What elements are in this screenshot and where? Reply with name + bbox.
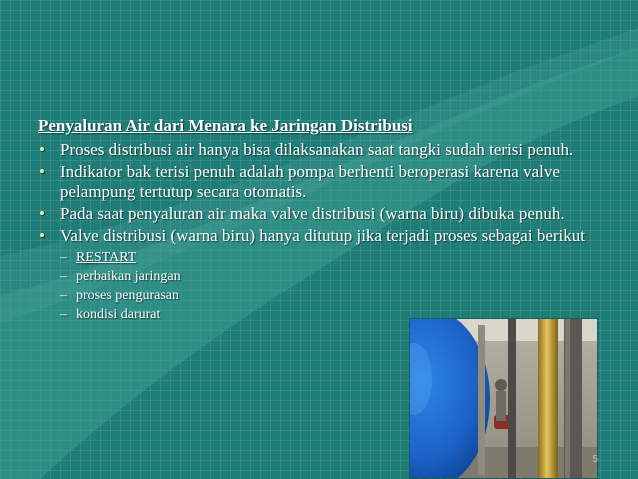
valve-photo <box>409 318 598 479</box>
dash-icon: – <box>60 250 67 265</box>
bullet-item <box>36 140 596 160</box>
slide-content <box>36 116 596 326</box>
bullet-item <box>36 204 596 224</box>
sub-item-label: perbaikan jaringan <box>76 269 181 284</box>
bullet-icon: • <box>39 226 45 245</box>
bullet-text: Indikator bak terisi penuh adalah pompa berhenti beroperasi karena valve pelampung tertutup secara otomatis. <box>60 162 560 201</box>
sub-item-pengurasan <box>60 286 596 305</box>
bullet-icon: • <box>39 140 45 159</box>
bullet-item <box>36 162 596 202</box>
sub-item-restart <box>60 248 596 267</box>
slide-heading: Penyaluran Air dari Menara ke Jaringan Distribusi <box>38 116 413 135</box>
sub-item-label: proses pengurasan <box>76 288 180 303</box>
sub-item-perbaikan <box>60 267 596 286</box>
bullet-item <box>36 226 596 324</box>
bullet-text: Proses distribusi air hanya bisa dilaksanakan saat tangki sudah terisi penuh. <box>60 140 574 159</box>
bullet-icon: • <box>39 204 45 223</box>
dash-icon: – <box>60 269 67 284</box>
slide-number: 5 <box>592 454 598 465</box>
sub-item-label: kondisi darurat <box>76 307 161 322</box>
sub-bullet-list <box>60 248 596 324</box>
bullet-list <box>36 140 596 324</box>
dash-icon: – <box>60 307 67 322</box>
sub-item-label: RESTART <box>76 250 137 265</box>
valve-photo-illustration <box>410 319 597 478</box>
bullet-text: Valve distribusi (warna biru) hanya ditutup jika terjadi proses sebagai berikut <box>60 226 585 245</box>
bullet-icon: • <box>39 162 45 181</box>
bullet-text: Pada saat penyaluran air maka valve distribusi (warna biru) dibuka penuh. <box>60 204 565 223</box>
dash-icon: – <box>60 288 67 303</box>
